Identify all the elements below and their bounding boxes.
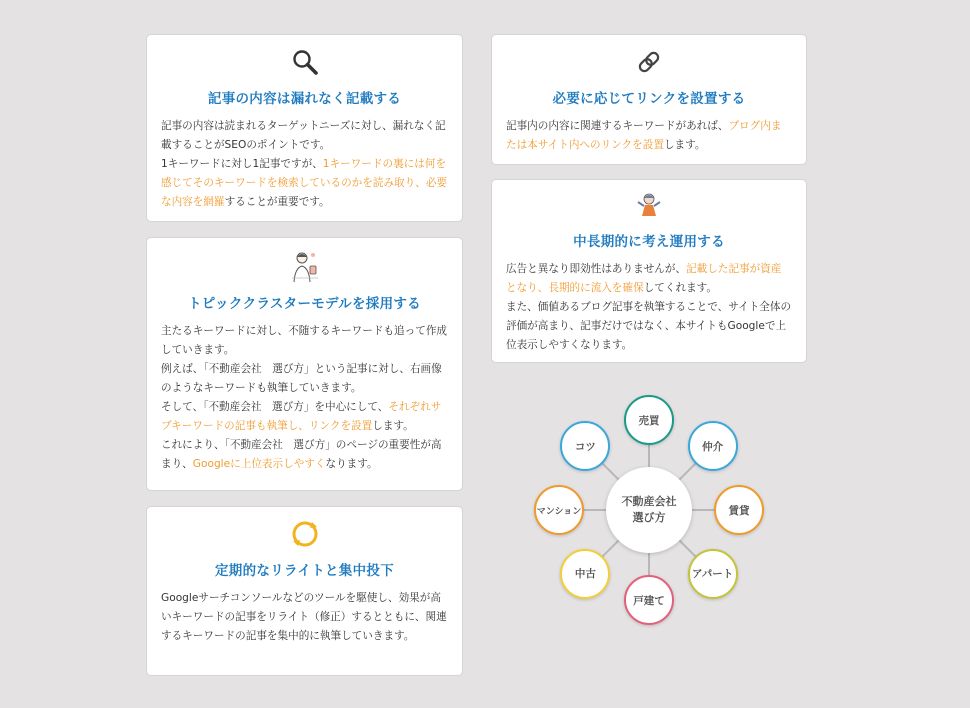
diagram-keyword-node: コツ xyxy=(560,421,610,471)
highlight-text: 記載した記事が資産となり、長期的に流入を確保 xyxy=(506,263,782,294)
card-title: トピッククラスターモデルを採用する xyxy=(188,296,421,312)
card-body: 主たるキーワードに対し、不随するキーワードも追って作成していきます。 例えば、「不動産会社 選び方」という記事に対し、右画像のようなキーワードも執筆していきます。 そして、「不動産会社 選び方」を中心にして、それぞれサブキーワードの記事も執筆し、リンクを設置します。 これにより、「不動産会社 選び方」のページの重要性が高まり、Googleに上位表示しやすくなります。 xyxy=(161,325,448,470)
card-title: 必要に応じてリンクを設置する xyxy=(552,91,746,107)
highlight-text: Googleに上位表示しやすく xyxy=(192,458,326,470)
diagram-center-node: 不動産会社 選び方 xyxy=(606,467,692,553)
highlight-text: 1キーワードの裏には何を感じてそのキーワードを検索しているのかを読み取り、必要な内容を網羅 xyxy=(161,158,448,208)
card-title: 記事の内容は漏れなく記載する xyxy=(207,91,402,107)
card-link-setup xyxy=(491,34,807,165)
diagram-keyword-node: 戸建て xyxy=(624,575,674,625)
magnifier-icon xyxy=(291,48,319,76)
diagram-keyword-node: 仲介 xyxy=(688,421,738,471)
card-content-coverage xyxy=(146,34,463,222)
diagram-keyword-node: アパート xyxy=(688,549,738,599)
card-body: 記事内の内容に関連するキーワードがあれば、ブログ内または本サイト内へのリンクを設置します。 xyxy=(506,120,782,151)
highlight-text: ブログ内または本サイト内へのリンクを設置 xyxy=(506,120,782,151)
diagram-keyword-node: 売買 xyxy=(624,395,674,445)
highlight-text: それぞれサブキーワードの記事も執筆し、リンクを設置 xyxy=(161,401,442,432)
diagram-keyword-node: 賃貸 xyxy=(714,485,764,535)
diagram-keyword-node: 中古 xyxy=(560,549,610,599)
card-body: Googleサーチコンソールなどのツールを駆使し、効果が高いキーワードの記事をリライト（修正）するとともに、関連するキーワードの記事を集中的に執筆していきます。 xyxy=(161,592,447,642)
person-illustration-icon xyxy=(289,250,321,284)
card-rewrite xyxy=(146,506,463,676)
card-long-term xyxy=(491,179,807,363)
refresh-cycle-icon xyxy=(290,519,320,549)
keyword-cluster-diagram xyxy=(520,385,780,635)
card-body: 記事の内容は読まれるターゲットニーズに対し、漏れなく記載することがSEOのポイントです。 1キーワードに対し1記事ですが、1キーワードの裏には何を感じてそのキーワードを検索しているのかを読み取り、必要な内容を網羅することが重要です。 xyxy=(161,120,448,208)
character-illustration-icon xyxy=(635,192,663,218)
card-body: 広告と異なり即効性はありませんが、記載した記事が資産となり、長期的に流入を確保してくれます。 また、価値あるブログ記事を執筆することで、サイト全体の評価が高まり、記事だけではなく、本サイトもGoogleで上位表示しやすくなります。 xyxy=(506,263,792,351)
card-topic-cluster xyxy=(146,237,463,491)
chain-link-icon xyxy=(635,48,663,76)
diagram-keyword-node: マンション xyxy=(534,485,584,535)
card-title: 定期的なリライトと集中投下 xyxy=(215,563,394,579)
card-title: 中長期的に考え運用する xyxy=(573,234,725,250)
